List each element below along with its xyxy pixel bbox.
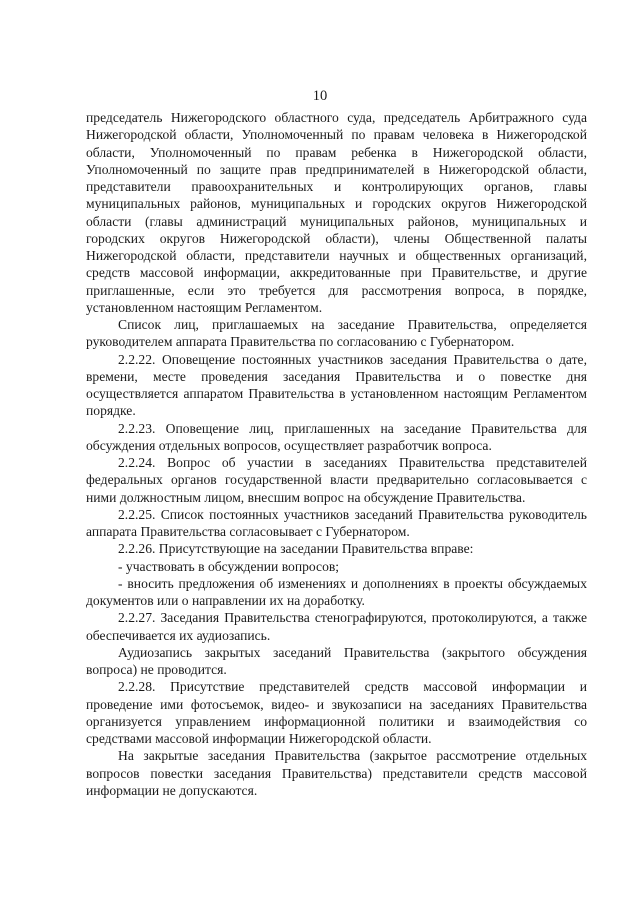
page-number: 10 [312,88,328,104]
paragraph-2-2-24: 2.2.24. Вопрос об участии в заседаниях Правительства представителей федеральных органов государственной власти предварительно согласовывается с ними должностным лицом, внесшим вопрос на обсуждение Правительства. [86,455,587,505]
paragraph-continuation: председатель Нижегородского областного суда, председатель Арбитражного суда Нижегородской области, Уполномоченный по правам человека в Нижегородской области, Уполномоченный по правам ребенка в Нижегородской области, Уполномоченный по защите прав предпринимателей в Нижегородской области, представители правоохранительных и контролирующих органов, главы муниципальных районов, муниципальных и городских округов Нижегородской области (главы администраций муниципальных районов, муниципальных и городских округов Нижегородской области), члены Общественной палаты Нижегородской области, представители научных и общественных организаций, средств массовой информации, аккредитованные при Правительстве, и другие приглашенные, если это требуется для рассмотрения вопроса, в порядке, установленном настоящим Регламентом. [86,110,587,315]
paragraph-2-2-27: 2.2.27. Заседания Правительства стенографируются, протоколируются, а также обеспечивается их аудиозапись. [86,610,587,643]
paragraph-2-2-23: 2.2.23. Оповещение лиц, приглашенных на заседание Правительства для обсуждения отдельных вопросов, осуществляет разработчик вопроса. [86,420,587,453]
paragraph-closed-sessions: На закрытые заседания Правительства (закрытое рассмотрение отдельных вопросов повестки заседания Правительства) представители средств массовой информации не допускаются. [86,748,587,798]
list-item-proposals: - вносить предложения об изменениях и дополнениях в проекты обсуждаемых документов или о направлении их на доработку. [86,575,587,608]
paragraph-2-2-22: 2.2.22. Оповещение постоянных участников заседания Правительства о дате, времени, месте проведения заседания Правительства и о повестке дня осуществляется аппаратом Правительства в установленном настоящим Регламентом порядке. [86,351,587,419]
paragraph-2-2-25: 2.2.25. Список постоянных участников заседаний Правительства руководитель аппарата Правительства согласовывает с Губернатором. [86,506,587,539]
paragraph-2-2-26: 2.2.26. Присутствующие на заседании Правительства вправе: [118,541,474,557]
list-item-participate: - участвовать в обсуждении вопросов; [118,558,340,574]
paragraph-audio-recording: Аудиозапись закрытых заседаний Правительства (закрытого обсуждения вопроса) не проводится. [86,644,587,677]
document-body [86,109,587,799]
paragraph-invitees-list: Список лиц, приглашаемых на заседание Правительства, определяется руководителем аппарата Правительства по согласованию с Губернатором. [86,317,587,350]
paragraph-2-2-28: 2.2.28. Присутствие представителей средств массовой информации и проведение ими фотосъемок, видео- и звукозаписи на заседаниях Правительства организуется управлением информационной политики и взаимодействия со средствами массовой информации Нижегородской области. [86,679,587,746]
